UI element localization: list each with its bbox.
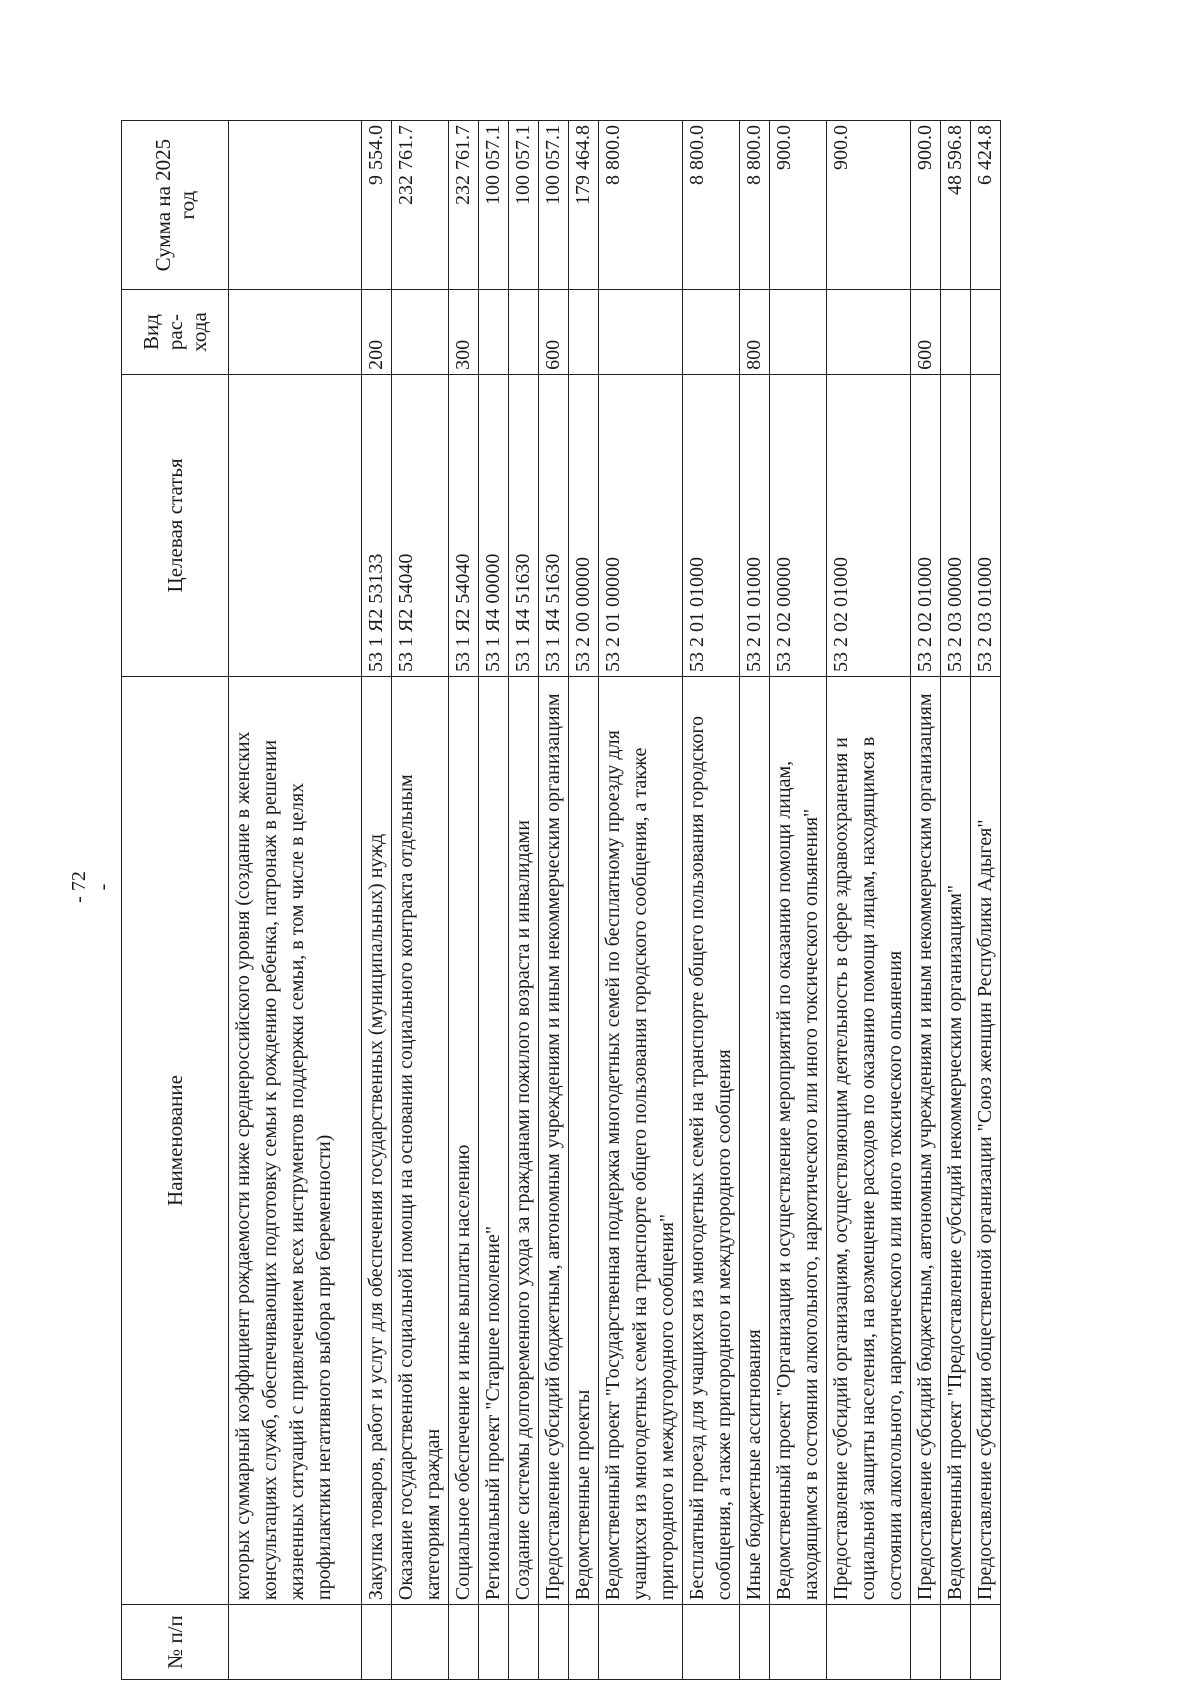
row-kind (599, 290, 683, 375)
row-code: 53 2 02 01000 (827, 374, 911, 676)
row-name: Ведомственные проекты (569, 676, 599, 1604)
row-name: Закупка товаров, работ и услуг для обеспечения государственных (муниципальных) нужд (362, 676, 392, 1604)
row-sum (229, 121, 362, 290)
row-code: 53 1 Я4 51630 (539, 374, 569, 676)
table-row (509, 121, 539, 1680)
row-code: 53 2 01 00000 (599, 374, 683, 676)
table-row (683, 121, 740, 1680)
row-name: Ведомственный проект "Государственная поддержка многодетных семей по бесплатному проезду для учащихся из многодетных семей на транспорте общего пользования городского сообщения, а также пригородного и междугородного сообщения" (599, 676, 683, 1604)
row-kind: 300 (449, 290, 479, 375)
rotated-page-content (121, 120, 1200, 1680)
row-kind: 200 (362, 290, 392, 375)
row-sum: 100 057.1 (509, 121, 539, 290)
row-kind (479, 290, 509, 375)
table-row (569, 121, 599, 1680)
row-name: которых суммарный коэффициент рождаемости ниже среднероссийского уровня (создание в женских консультациях служб, обеспечивающих подготовку семьи к рождению ребенка, патронаж в решении жизненных ситуаций с привлечением всех инструментов поддержки семьи, в том числе в целях профилактики негативного выбора при беременности) (229, 676, 362, 1604)
row-name: Создание системы долговременного ухода за гражданами пожилого возраста и инвалидами (509, 676, 539, 1604)
row-kind: 800 (740, 290, 770, 375)
row-kind (770, 290, 827, 375)
table-row (911, 121, 941, 1680)
row-sum: 900.0 (827, 121, 911, 290)
row-kind (392, 290, 449, 375)
table-row (770, 121, 827, 1680)
row-code: 53 2 02 01000 (911, 374, 941, 676)
row-kind (229, 290, 362, 375)
row-num (539, 1605, 569, 1680)
row-sum: 48 596.8 (941, 121, 971, 290)
row-name: Оказание государственной социальной помощи на основании социального контракта отдельным категориям граждан (392, 676, 449, 1604)
row-code: 53 2 01 01000 (683, 374, 740, 676)
row-code: 53 2 00 00000 (569, 374, 599, 676)
row-code: 53 1 Я2 54040 (392, 374, 449, 676)
row-code: 53 2 03 00000 (941, 374, 971, 676)
row-kind (683, 290, 740, 375)
row-code: 53 1 Я4 00000 (479, 374, 509, 676)
row-num (599, 1605, 683, 1680)
table-row (740, 121, 770, 1680)
row-sum: 900.0 (911, 121, 941, 290)
table-row (827, 121, 911, 1680)
row-sum: 8 800.0 (740, 121, 770, 290)
row-code: 53 2 01 01000 (740, 374, 770, 676)
row-sum: 900.0 (770, 121, 827, 290)
row-code: 53 2 02 00000 (770, 374, 827, 676)
table-row (599, 121, 683, 1680)
page-number: - 72 - (68, 871, 114, 903)
header-name: Наименование (122, 676, 229, 1604)
table-row (971, 121, 1001, 1680)
row-name: Предоставление субсидий бюджетным, автономным учреждениям и иным некоммерческим организациям (539, 676, 569, 1604)
row-num (941, 1605, 971, 1680)
table-row (539, 121, 569, 1680)
row-name: Иные бюджетные ассигнования (740, 676, 770, 1604)
row-num (479, 1605, 509, 1680)
table-row (229, 121, 362, 1680)
row-num (392, 1605, 449, 1680)
row-kind (971, 290, 1001, 375)
row-kind: 600 (539, 290, 569, 375)
row-sum: 179 464.8 (569, 121, 599, 290)
row-sum: 232 761.7 (449, 121, 479, 290)
table-header-row (122, 121, 229, 1680)
row-num (362, 1605, 392, 1680)
row-name: Бесплатный проезд для учащихся из многодетных семей на транспорте общего пользования городского сообщения, а также пригородного и междугородного сообщения (683, 676, 740, 1604)
table-row (392, 121, 449, 1680)
row-sum: 100 057.1 (479, 121, 509, 290)
row-code: 53 1 Я4 51630 (509, 374, 539, 676)
table-row (941, 121, 971, 1680)
row-name: Региональный проект "Старшее поколение" (479, 676, 509, 1604)
row-sum: 232 761.7 (392, 121, 449, 290)
row-num (740, 1605, 770, 1680)
table-row (479, 121, 509, 1680)
row-num (683, 1605, 740, 1680)
budget-table (121, 120, 1001, 1680)
row-num (770, 1605, 827, 1680)
table-row (362, 121, 392, 1680)
row-num (827, 1605, 911, 1680)
header-code: Целевая статья (122, 374, 229, 676)
row-sum: 6 424.8 (971, 121, 1001, 290)
row-code: 53 1 Я2 53133 (362, 374, 392, 676)
table-row (449, 121, 479, 1680)
row-name: Ведомственный проект "Предоставление субсидий некоммерческим организациям" (941, 676, 971, 1604)
row-num (229, 1605, 362, 1680)
row-sum: 9 554.0 (362, 121, 392, 290)
row-num (509, 1605, 539, 1680)
row-kind (509, 290, 539, 375)
header-kind: Вид рас-хода (122, 290, 229, 375)
row-name: Предоставление субсидий бюджетным, автономным учреждениям и иным некоммерческим организациям (911, 676, 941, 1604)
row-name: Предоставление субсидий организациям, осуществляющим деятельность в сфере здравоохранения и социальной защиты населения, на возмещение расходов по оказанию помощи лицам, находящимся в состоянии алкогольного, наркотического или иного токсического опьянения (827, 676, 911, 1604)
row-name: Предоставление субсидии общественной организации "Союз женщин Республики Адыгея" (971, 676, 1001, 1604)
row-num (449, 1605, 479, 1680)
row-num (569, 1605, 599, 1680)
header-num: № п/п (122, 1605, 229, 1680)
row-sum: 8 800.0 (599, 121, 683, 290)
row-kind: 600 (911, 290, 941, 375)
row-kind (569, 290, 599, 375)
row-kind (827, 290, 911, 375)
row-code (229, 374, 362, 676)
row-code: 53 1 Я2 54040 (449, 374, 479, 676)
row-sum: 100 057.1 (539, 121, 569, 290)
row-code: 53 2 03 01000 (971, 374, 1001, 676)
row-name: Ведомственный проект "Организация и осуществление мероприятий по оказанию помощи лицам, находящимся в состоянии алкогольного, наркотического или иного токсического опьянения" (770, 676, 827, 1604)
row-num (911, 1605, 941, 1680)
row-sum: 8 800.0 (683, 121, 740, 290)
header-sum: Сумма на 2025 год (122, 121, 229, 290)
row-kind (941, 290, 971, 375)
row-name: Социальное обеспечение и иные выплаты населению (449, 676, 479, 1604)
row-num (971, 1605, 1001, 1680)
